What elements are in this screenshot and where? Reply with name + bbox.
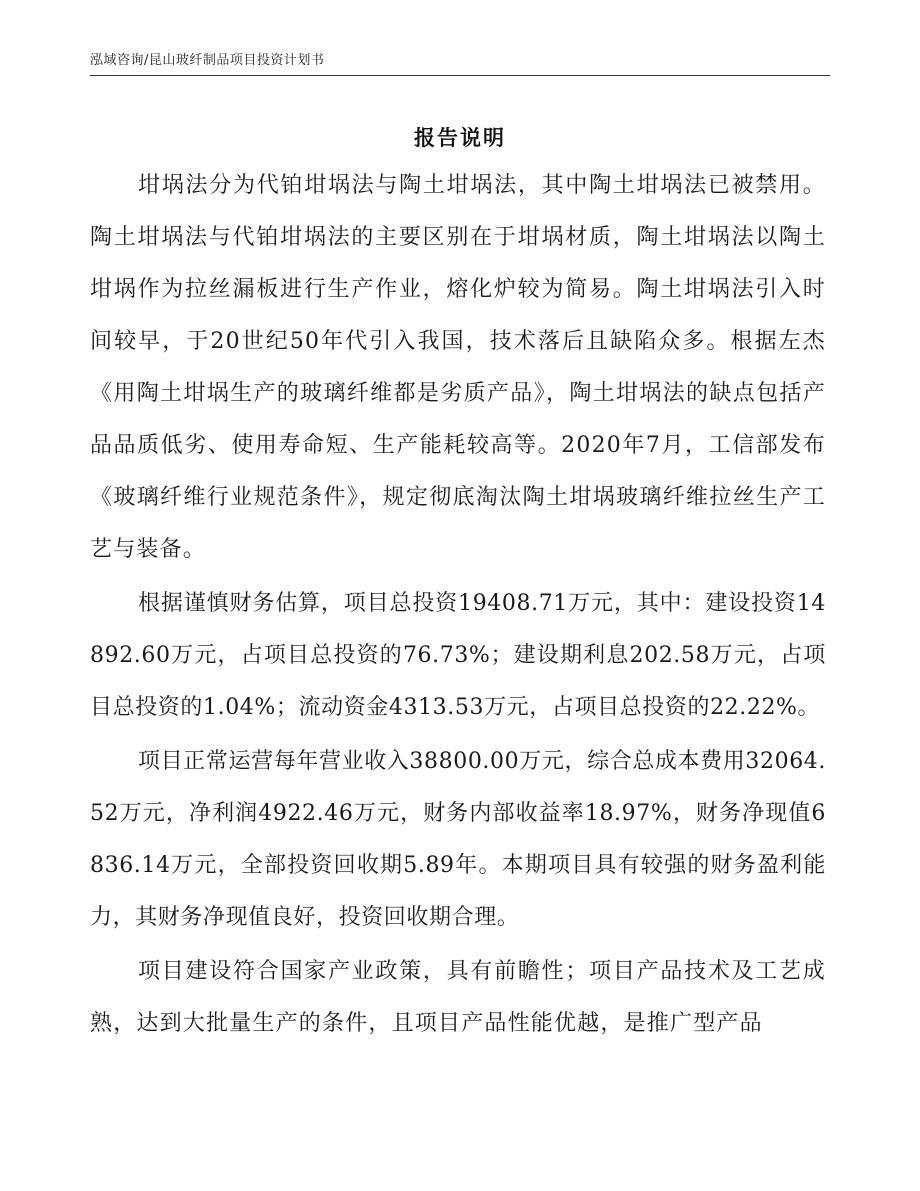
running-header: 泓域咨询/昆山玻纤制品项目投资计划书 — [90, 53, 325, 68]
document-body — [90, 160, 826, 1052]
header-divider — [90, 75, 830, 76]
paragraph-financial-returns: 项目正常运营每年营业收入38800.00万元，综合总成本费用32064.52万元，净利润4922.46万元，财务内部收益率18.97%，财务净现值6836.14万元，全部投资回收期5.89年。本期项目具有较强的财务盈利能力，其财务净现值良好，投资回收期合理。 — [90, 749, 826, 930]
paragraph-policy-compliance: 项目建设符合国家产业政策，具有前瞻性；项目产品技术及工艺成熟，达到大批量生产的条件，且项目产品性能优越，是推广型产品 — [90, 959, 826, 1036]
page-title: 报告说明 — [414, 126, 506, 150]
paragraph-investment-estimate: 根据谨慎财务估算，项目总投资19408.71万元，其中：建设投资14892.60万元，占项目总投资的76.73%；建设期利息202.58万元，占项目总投资的1.04%；流动资金4313.53万元，占项目总投资的22.22%。 — [90, 591, 826, 720]
paragraph-crucible-method: 坩埚法分为代铂坩埚法与陶土坩埚法，其中陶土坩埚法已被禁用。陶土坩埚法与代铂坩埚法的主要区别在于坩埚材质，陶土坩埚法以陶土坩埚作为拉丝漏板进行生产作业，熔化炉较为简易。陶土坩埚法引入时间较早，于20世纪50年代引入我国，技术落后且缺陷众多。根据左杰《用陶土坩埚生产的玻璃纤维都是劣质产品》，陶土坩埚法的缺点包括产品品质低劣、使用寿命短、生产能耗较高等。2020年7月，工信部发布《玻璃纤维行业规范条件》，规定彻底淘汰陶土坩埚玻璃纤维拉丝生产工艺与装备。 — [90, 173, 826, 562]
